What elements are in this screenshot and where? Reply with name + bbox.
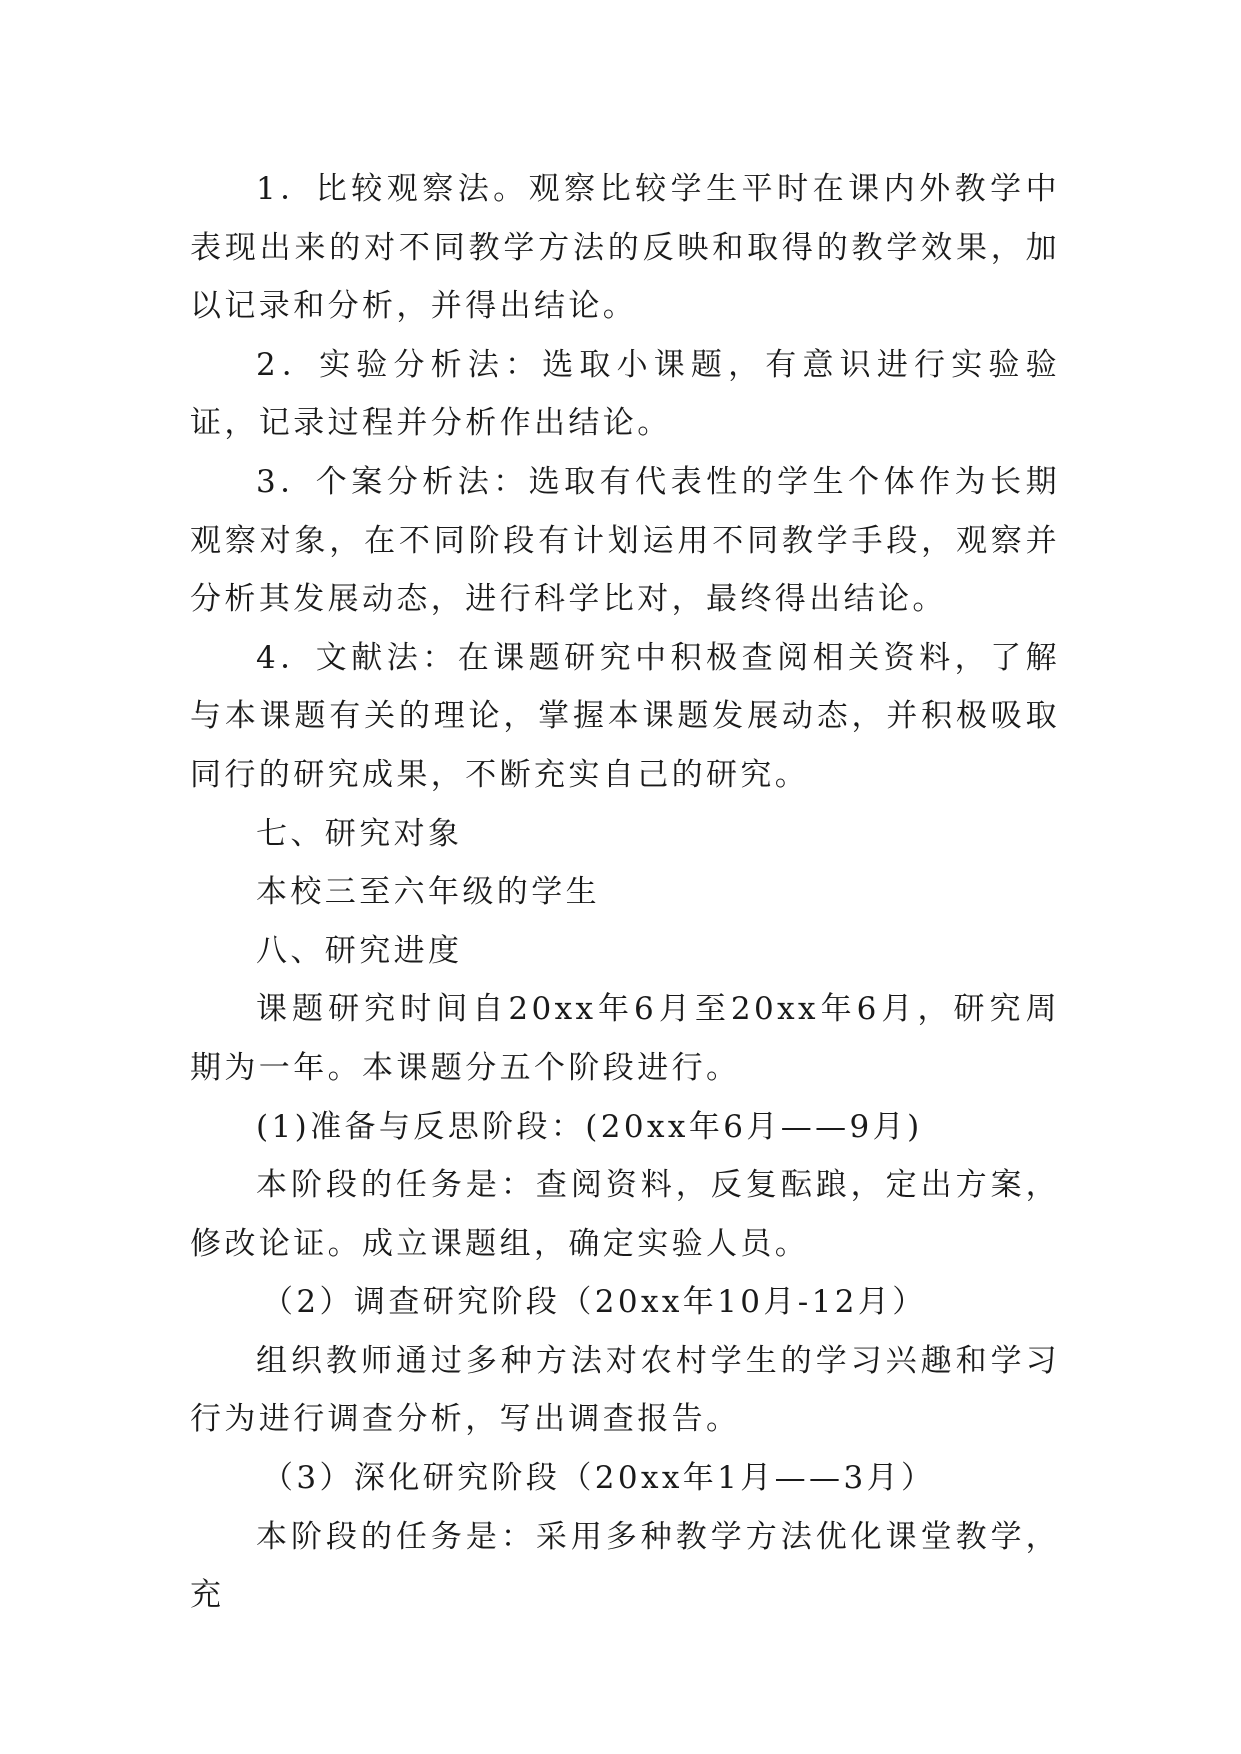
paragraph-research-period: 课题研究时间自20xx年6月至20xx年6月，研究周期为一年。本课题分五个阶段进行。 (190, 991, 1060, 1086)
document-body (190, 160, 1060, 1625)
stage-2-tasks: 组织教师通过多种方法对农村学生的学习兴趣和学习行为进行调查分析，写出调查报告。 (190, 1342, 1060, 1438)
paragraph-literature-method: 4．文献法：在课题研究中积极查阅相关资料，了解与本课题有关的理论，掌握本课题发展动态，并积极吸取同行的研究成果，不断充实自己的研究。 (190, 639, 1060, 793)
paragraph-research-subjects: 本校三至六年级的学生 (256, 874, 600, 911)
stage-2-heading: （2）调查研究阶段（20xx年10月-12月） (262, 1284, 927, 1321)
stage-1-heading: (1)准备与反思阶段：(20xx年6月——9月) (256, 1108, 923, 1145)
paragraph-comparative-observation: 1．比较观察法。观察比较学生平时在课内外教学中表现出来的对不同教学方法的反映和取得的教学效果，加以记录和分析，并得出结论。 (190, 171, 1060, 325)
stage-3-heading: （3）深化研究阶段（20xx年1月——3月） (262, 1460, 936, 1497)
stage-1-tasks: 本阶段的任务是：查阅资料，反复酝踉，定出方案，修改论证。成立课题组，确定实验人员。 (190, 1167, 1060, 1262)
heading-research-subjects: 七、研究对象 (256, 815, 463, 852)
heading-research-schedule: 八、研究进度 (256, 932, 463, 969)
paragraph-experimental-analysis: 2．实验分析法：选取小课题，有意识进行实验验证，记录过程并分析作出结论。 (190, 346, 1060, 442)
paragraph-case-analysis: 3．个案分析法：选取有代表性的学生个体作为长期观察对象，在不同阶段有计划运用不同教学手段，观察并分析其发展动态，进行科学比对，最终得出结论。 (190, 463, 1060, 618)
stage-3-tasks: 本阶段的任务是：采用多种教学方法优化课堂教学，充 (190, 1518, 1060, 1614)
